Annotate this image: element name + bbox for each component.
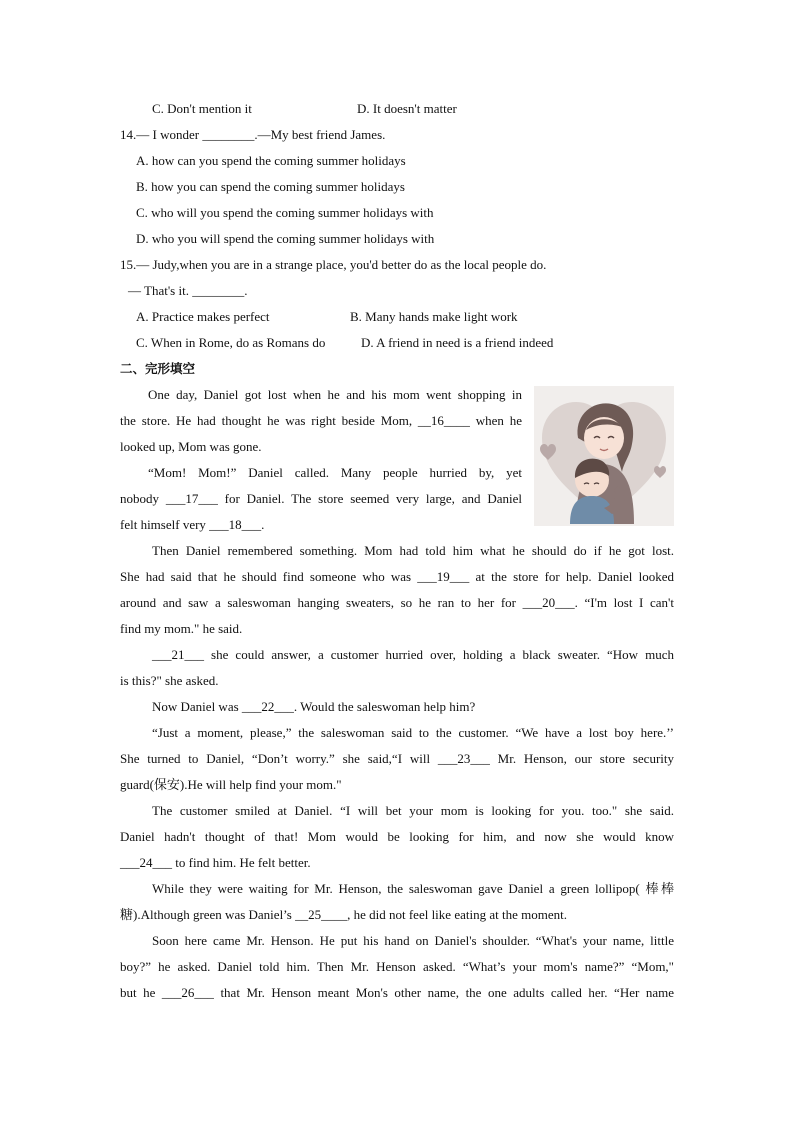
q14-option-c: C. who will you spend the coming summer holidays with xyxy=(136,205,434,220)
passage-line: nobody ___17___ for Daniel. The store seemed very large, and Daniel xyxy=(120,491,522,506)
passage-line: is this?" she asked. xyxy=(120,673,219,688)
q15-option-c: C. When in Rome, do as Romans do xyxy=(136,335,326,350)
passage-line: The customer smiled at Daniel. “I will bet your mom is looking for you. too." she said. xyxy=(152,803,674,818)
passage-line: ___24___ to find him. He felt better. xyxy=(120,855,311,870)
q15-option-d: D. A friend in need is a friend indeed xyxy=(361,335,554,350)
q14-option-b: B. how you can spend the coming summer holidays xyxy=(136,179,405,194)
passage-line: One day, Daniel got lost when he and his mom went shopping in xyxy=(148,387,522,402)
passage-line: She turned to Daniel, “Don’t worry.” she said,“I will ___23___ Mr. Henson, our store security xyxy=(120,751,674,766)
passage-line: around and saw a saleswoman hanging sweaters, so he ran to her for ___20___. “I'm lost I can't xyxy=(120,595,674,610)
q15-option-b: B. Many hands make light work xyxy=(350,309,518,324)
q14-stem: 14.— I wonder ________.—My best friend James. xyxy=(120,127,386,142)
passage-line: but he ___26___ that Mr. Henson meant Mon's other name, the one adults called her. “Her name xyxy=(120,985,674,1000)
passage-line: While they were waiting for Mr. Henson, the saleswoman gave Daniel a green lollipop( 棒棒 xyxy=(152,881,674,896)
mother-son-illustration xyxy=(534,386,674,526)
passage-line: felt himself very ___18___. xyxy=(120,517,265,532)
passage-line: Now Daniel was ___22___. Would the saleswoman help him? xyxy=(152,699,476,714)
q14-option-d: D. who you will spend the coming summer holidays with xyxy=(136,231,435,246)
passage-line: She had said that he should find someone who was ___19___ at the store for help. Daniel looked xyxy=(120,569,674,584)
q15-stem: 15.— Judy,when you are in a strange place, you'd better do as the local people do. xyxy=(120,257,547,272)
passage-line: Daniel hadn't thought of that! Mom would be looking for him, and now she would know xyxy=(120,829,674,844)
passage-line: “Just a moment, please,” the saleswoman said to the customer. “We have a lost boy here.’’ xyxy=(152,725,674,740)
q15-option-a: A. Practice makes perfect xyxy=(136,309,270,324)
passage-line: looked up, Mom was gone. xyxy=(120,439,262,454)
q13-option-d: D. It doesn't matter xyxy=(357,101,457,116)
passage-line: guard(保安).He will help find your mom." xyxy=(120,777,342,792)
passage-line: ___21___ she could answer, a customer hurried over, holding a black sweater. “How much xyxy=(152,647,674,662)
passage-line: “Mom! Mom!” Daniel called. Many people hurried by, yet xyxy=(148,465,522,480)
q13-option-c: C. Don't mention it xyxy=(152,101,252,116)
passage-line: Then Daniel remembered something. Mom had told him what he should do if he got lost. xyxy=(152,543,674,558)
passage-line: 糖).Although green was Daniel’s __25____, he did not feel like eating at the moment. xyxy=(120,907,567,922)
passage-line: boy?” he asked. Daniel told him. Then Mr. Henson asked. “What’s your mom's name?” “Mom," xyxy=(120,959,674,974)
passage-line: find my mom." he said. xyxy=(120,621,243,636)
passage-line: the store. He had thought he was right beside Mom, __16____ when he xyxy=(120,413,522,428)
passage-line: Soon here came Mr. Henson. He put his hand on Daniel's shoulder. “What's your name, little xyxy=(152,933,674,948)
q14-option-a: A. how can you spend the coming summer holidays xyxy=(136,153,406,168)
section-heading-cloze: 二、完形填空 xyxy=(120,361,196,376)
q15-reply: — That's it. ________. xyxy=(128,283,248,298)
